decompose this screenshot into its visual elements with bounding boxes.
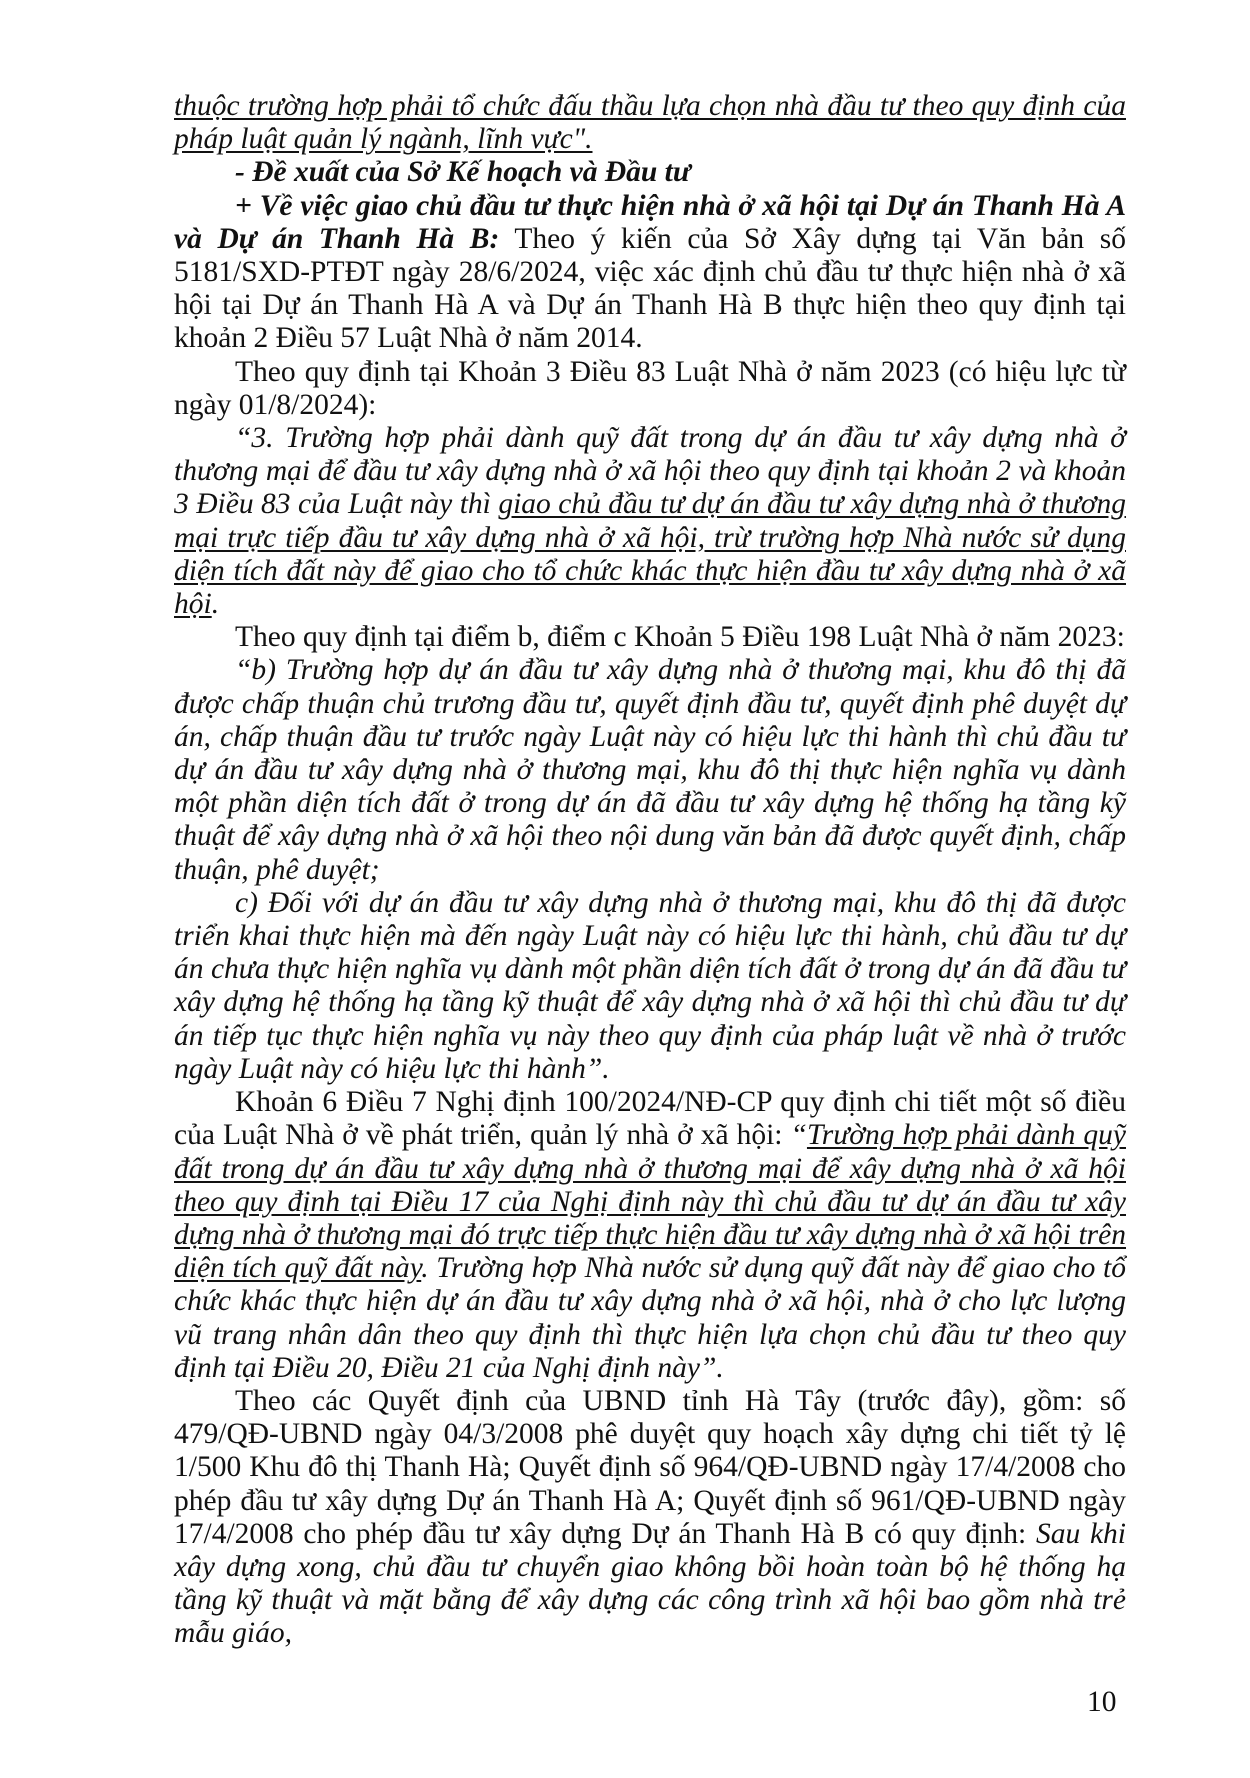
paragraph-ha-tay-decisions	[174, 1385, 1126, 1651]
paragraph-assignment-body: Theo ý kiến của Sở Xây dựng tại Văn bản số 5181/SXD-PTĐT ngày 28/6/2024, việc xác định chủ đầu tư thực hiện nhà ở xã hội tại Dự án Thanh Hà A và Dự án Thanh Hà B thực hiện theo quy định tại khoản 2 Điều 57 Luật Nhà ở năm 2014.	[174, 222, 1126, 355]
paragraph-quote-continuation: thuộc trường hợp phải tổ chức đấu thầu lựa chọn nhà đầu tư theo quy định của pháp luật quản lý ngành, lĩnh vực".	[174, 90, 1126, 156]
paragraph-law-2023-art83: Theo quy định tại Khoản 3 Điều 83 Luật Nhà ở năm 2023 (có hiệu lực từ ngày 01/8/2024):	[174, 355, 1126, 421]
quote-art83-end: .	[211, 588, 220, 621]
paragraph-assignment	[174, 190, 1126, 356]
decree-100-underlined: Trường hợp phải dành quỹ đất trong dự án đầu tư xây dựng nhà ở thương mại để xây dựng nhà ở xã hội theo quy định tại Điều 17 của Nghị định này thì chủ đầu tư dự án đầu tư xây dựng nhà ở thương mại đó trực tiếp thực hiện đầu tư xây dựng nhà ở xã hội trên diện tích quỹ đất này	[174, 1119, 1126, 1285]
decree-100-end: . Trường hợp Nhà nước sử dụng quỹ đất này để giao cho tổ chức khác thực hiện dự án đầu tư xây dựng nhà ở xã hội, nhà ở cho lực lượng vũ trang nhân dân theo quy định thì thực hiện lựa chọn chủ đầu tư theo quy định tại Điều 20, Điều 21 của Nghị định này”.	[174, 1252, 1127, 1384]
document-page	[174, 90, 1126, 1651]
quote-art83-clause3	[174, 422, 1126, 621]
quote-art83-underlined: giao chủ đầu tư dự án đầu tư xây dựng nhà ở thương mại trực tiếp đầu tư xây dựng nhà ở xã hội, trừ trường hợp Nhà nước sử dụng diện tích đất này để giao cho tổ chức khác thực hiện đầu tư xây dựng nhà ở xã hội	[174, 488, 1126, 621]
page-number: 10	[1087, 1686, 1117, 1718]
ha-tay-decisions-italic: Sau khi xây dựng xong, chủ đầu tư chuyển giao không bồi hoàn toàn bộ hệ thống hạ tầng kỹ thuật và mặt bằng để xây dựng các công trình xã hội bao gồm nhà trẻ mẫu giáo,	[174, 1517, 1126, 1650]
decree-100-open-quote: “	[790, 1119, 807, 1152]
quote-art198-point-b: “b) Trường hợp dự án đầu tư xây dựng nhà ở thương mại, khu đô thị đã được chấp thuận chủ trương đầu tư, quyết định đầu tư, quyết định phê duyệt dự án, chấp thuận đầu tư trước ngày Luật này có hiệu lực thi hành thì chủ đầu tư dự án đầu tư xây dựng nhà ở thương mại, khu đô thị thực hiện nghĩa vụ dành một phần diện tích đất ở trong dự án đã đầu tư xây dựng hệ thống hạ tầng kỹ thuật để xây dựng nhà ở xã hội theo nội dung văn bản đã được quyết định, chấp thuận, phê duyệt;	[174, 654, 1126, 886]
paragraph-decree-100	[174, 1086, 1126, 1385]
decree-100-intro: Khoản 6 Điều 7 Nghị định 100/2024/NĐ-CP quy định chi tiết một số điều của Luật Nhà ở về phát triển, quản lý nhà ở xã hội:	[174, 1086, 1126, 1152]
ha-tay-decisions-body: Theo các Quyết định của UBND tỉnh Hà Tây (trước đây), gồm: số 479/QĐ-UBND ngày 04/3/2008 phê duyệt quy hoạch xây dựng chi tiết tỷ lệ 1/500 Khu đô thị Thanh Hà; Quyết định số 964/QĐ-UBND ngày 17/4/2008 cho phép đầu tư xây dựng Dự án Thanh Hà A; Quyết định số 961/QĐ-UBND ngày 17/4/2008 cho phép đầu tư xây dựng Dự án Thanh Hà B có quy định:	[174, 1384, 1126, 1550]
quote-art198-point-c: c) Đối với dự án đầu tư xây dựng nhà ở thương mại, khu đô thị đã được triển khai thực hiện mà đến ngày Luật này có hiệu lực thi hành, chủ đầu tư dự án chưa thực hiện nghĩa vụ dành một phần diện tích đất ở trong dự án đã đầu tư xây dựng hệ thống hạ tầng kỹ thuật để xây dựng nhà ở xã hội thì chủ đầu tư dự án tiếp tục thực hiện nghĩa vụ này theo quy định của pháp luật về nhà ở trước ngày Luật này có hiệu lực thi hành”.	[174, 886, 1126, 1085]
section-heading-proposal: - Đề xuất của Sở Kế hoạch và Đầu tư	[235, 156, 691, 189]
paragraph-law-2023-art198: Theo quy định tại điểm b, điểm c Khoản 5 Điều 198 Luật Nhà ở năm 2023:	[235, 621, 1125, 654]
quote-art83-start: “3. Trường hợp phải dành quỹ đất trong dự án đầu tư xây dựng nhà ở thương mại để đầu tư xây dựng nhà ở xã hội theo quy định tại khoản 2 và khoản 3 Điều 83 của Luật này thì	[174, 422, 1126, 521]
subheading-assignment: + Về việc giao chủ đầu tư thực hiện nhà ở xã hội tại Dự án Thanh Hà A và Dự án Thanh Hà B:	[174, 189, 1126, 255]
